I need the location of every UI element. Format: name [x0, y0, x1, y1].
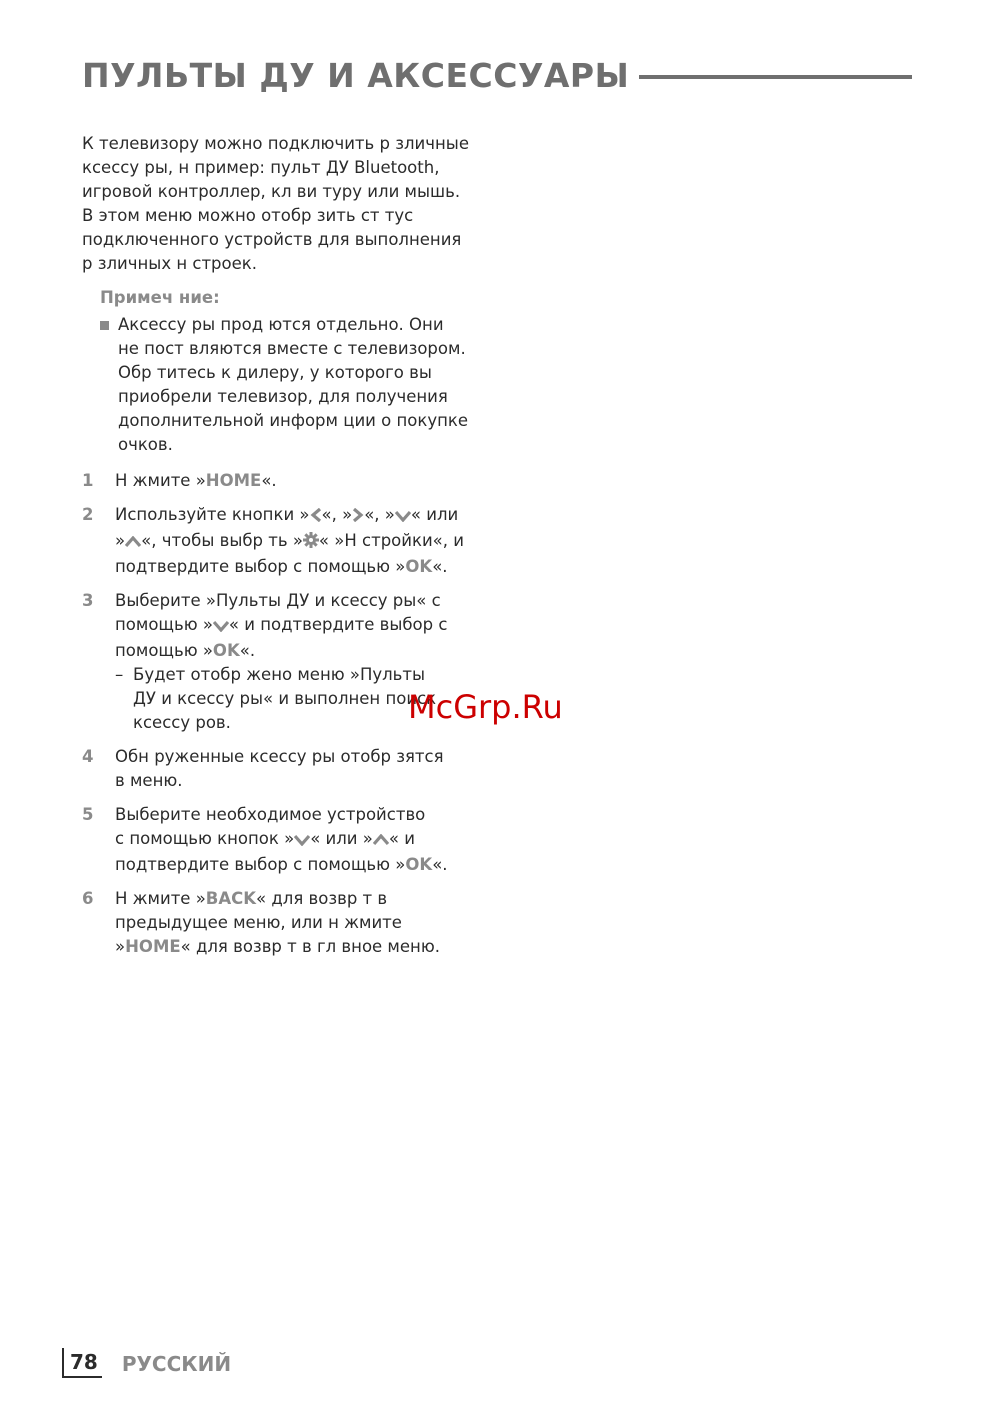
chevron-up-icon	[373, 829, 389, 853]
step-number: 6	[82, 889, 94, 908]
watermark: McGrp.Ru	[408, 688, 563, 726]
step-line	[115, 555, 482, 579]
step-1	[82, 469, 482, 493]
key-ok: OK	[405, 855, 433, 874]
dash-bullet: –	[115, 665, 124, 684]
text: подтвердите выбор с помощью »	[115, 855, 406, 874]
text: помощью »	[115, 641, 213, 660]
note-line: приобрели телевизор, для получения	[118, 387, 448, 406]
text: «, чтобы выбр ть »	[141, 531, 303, 550]
text: »	[115, 531, 126, 550]
note-body	[100, 313, 482, 457]
intro-line: К телевизору можно подключить р зличные	[82, 134, 469, 153]
step-line	[115, 887, 482, 911]
text: «.	[432, 557, 448, 576]
chevron-down-icon	[213, 615, 229, 639]
step-2	[82, 503, 482, 579]
step-line: Выберите »Пульты ДУ и ксессу ры« с	[115, 591, 441, 610]
text: с помощью кнопок »	[115, 829, 295, 848]
intro-paragraph	[82, 132, 482, 276]
step-4	[82, 745, 482, 793]
note-line: Аксессу ры прод ются отдельно. Они	[118, 315, 444, 334]
step-5	[82, 803, 482, 877]
note-title: Примеч ние:	[100, 288, 220, 307]
main-column	[82, 132, 482, 959]
step-line	[115, 613, 482, 639]
sub-line: ксессу ров.	[133, 713, 231, 732]
text: « и подтвердите выбор с	[228, 615, 448, 634]
text: »	[115, 937, 126, 956]
text: «, »	[321, 505, 353, 524]
key-ok: OK	[212, 641, 240, 660]
sub-line: Будет отобр жено меню »Пульты	[133, 665, 426, 684]
text: « для возвр т в	[256, 889, 388, 908]
page-title: ПУЛЬТЫ ДУ И АКСЕССУАРЫ	[82, 55, 630, 95]
intro-line: В этом меню можно отобр зить ст тус	[82, 206, 414, 225]
note-line: Обр титесь к дилеру, у которого вы	[118, 363, 432, 382]
text: Используйте кнопки »	[115, 505, 310, 524]
page-header	[82, 50, 912, 100]
text: « »Н стройки«, и	[318, 531, 464, 550]
step-line	[115, 469, 482, 493]
text: Н жмите »	[115, 471, 206, 490]
text: « или »	[310, 829, 373, 848]
intro-line: ксессу ры, н пример: пульт ДУ Bluetooth,	[82, 158, 440, 177]
step-line	[115, 827, 482, 853]
text: «.	[239, 641, 256, 660]
step-line	[115, 503, 482, 529]
chevron-up-icon	[125, 531, 141, 555]
step-line: Выберите необходимое устройство	[115, 805, 426, 824]
text: « и	[388, 829, 415, 848]
language-label: РУССКИЙ	[121, 1352, 232, 1376]
chevron-down-icon	[395, 505, 411, 529]
key-home: HOME	[205, 471, 262, 490]
intro-line: игровой контроллер, кл ви туру или мышь.	[82, 182, 461, 201]
step-line: в меню.	[115, 771, 183, 790]
step-line	[115, 853, 482, 877]
step-6	[82, 887, 482, 959]
text: помощью »	[115, 615, 213, 634]
note-line: дополнительной информ ции о покупке	[118, 411, 468, 430]
key-ok: OK	[405, 557, 433, 576]
page-footer	[62, 1346, 231, 1378]
step-line	[115, 529, 482, 555]
chevron-down-icon	[294, 829, 310, 853]
intro-line: р зличных н строек.	[82, 254, 257, 273]
gear-icon	[303, 531, 319, 555]
title-rule	[639, 75, 912, 79]
sub-item	[115, 663, 482, 687]
step-line	[115, 639, 482, 663]
text: подтвердите выбор с помощью »	[115, 557, 406, 576]
text: « или	[410, 505, 459, 524]
key-home: HOME	[125, 937, 181, 956]
note-line: очков.	[118, 435, 173, 454]
step-number: 4	[82, 747, 94, 766]
text: «.	[261, 471, 277, 490]
key-back: BACK	[205, 889, 257, 908]
intro-line: подключенного устройств для выполнения	[82, 230, 462, 249]
step-line: Обн руженные ксессу ры отобр зятся	[115, 747, 444, 766]
step-number: 2	[82, 505, 94, 524]
step-number: 5	[82, 805, 94, 824]
step-number: 1	[82, 471, 94, 490]
step-line	[115, 935, 482, 959]
chevron-right-icon	[352, 505, 364, 529]
square-bullet-icon	[100, 321, 109, 330]
text: «, »	[364, 505, 395, 524]
text: « для возвр т в гл вное меню.	[180, 937, 440, 956]
note-line: не пост вляются вместе с телевизором.	[118, 339, 466, 358]
step-number: 3	[82, 591, 94, 610]
sub-line: ДУ и ксессу ры« и выполнен поиск	[133, 689, 437, 708]
text: «.	[432, 855, 448, 874]
page-number: 78	[62, 1348, 102, 1378]
chevron-left-icon	[310, 505, 322, 529]
step-line: предыдущее меню, или н жмите	[115, 913, 402, 932]
text: Н жмите »	[115, 889, 206, 908]
